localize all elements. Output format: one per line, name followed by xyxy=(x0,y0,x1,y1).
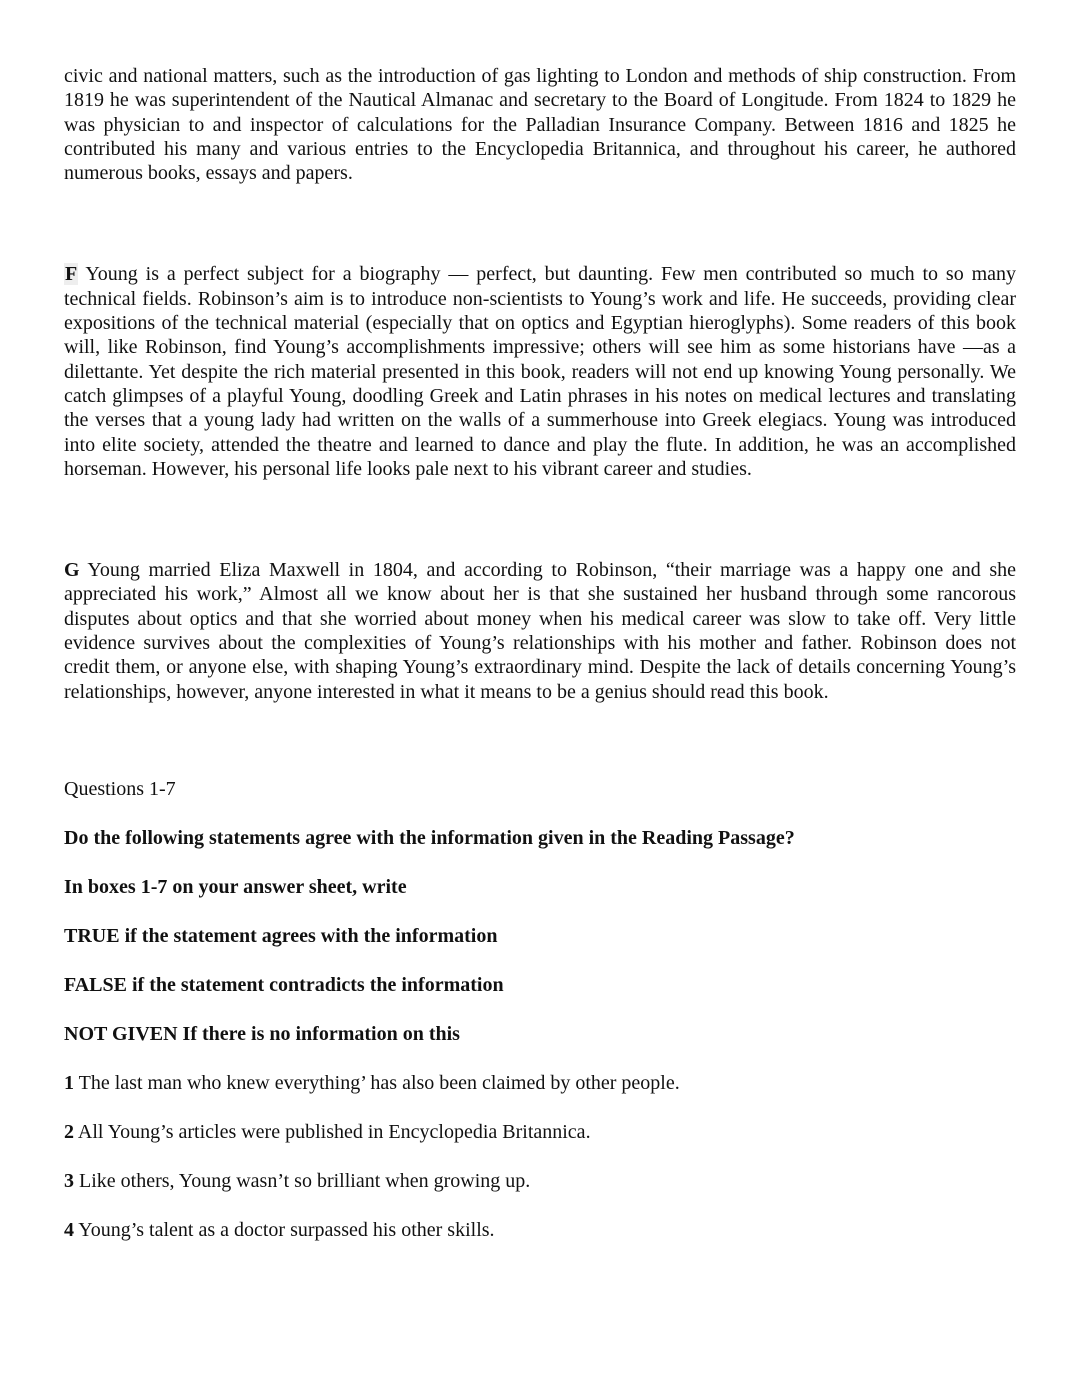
instruction-line: NOT GIVEN If there is no information on this xyxy=(64,1022,460,1045)
document-page xyxy=(64,64,1016,1242)
instruction-line: Do the following statements agree with the information given in the Reading Passage? xyxy=(64,826,795,849)
statement-number: 2 xyxy=(64,1120,74,1143)
paragraph-g xyxy=(64,558,1016,704)
statement-number: 4 xyxy=(64,1218,74,1241)
paragraph-f xyxy=(64,262,1016,481)
statement-3 xyxy=(64,1169,1016,1193)
paragraph-letter-g: G xyxy=(64,559,80,582)
instruction-line: In boxes 1-7 on your answer sheet, write xyxy=(64,875,407,898)
statement-text: The last man who knew everything’ has also been claimed by other people. xyxy=(74,1071,680,1094)
paragraph-text: Young married Eliza Maxwell in 1804, and according to Robinson, “their marriage was a happy one and she appreciated his work,” Almost all we know about her is that she sustained her husband through some rancorous disputes about optics and that she worried about money when his medical career was slow to take off. Very little evidence survives about the complexities of Young’s relationships with his mother and father. Robinson does not credit them, or anyone else, with shaping Young’s extraordinary mind. Despite the lack of details concerning Young’s relationships, however, anyone interested in what it means to be a genius should read this book. xyxy=(64,559,1016,703)
statement-text: Young’s talent as a doctor surpassed his other skills. xyxy=(74,1218,495,1241)
statement-text: Like others, Young wasn’t so brilliant when growing up. xyxy=(74,1169,531,1192)
statement-number: 3 xyxy=(64,1169,74,1192)
instruction-line: FALSE if the statement contradicts the information xyxy=(64,973,504,996)
paragraph-letter-f: F xyxy=(65,263,78,286)
statement-4 xyxy=(64,1218,1016,1242)
paragraph-text: Young is a perfect subject for a biography — perfect, but daunting. Few men contributed so much to so many technical fields. Robinson’s aim is to introduce non-scientists to Young’s work and life. He succeeds, providing clear expositions of the technical material (especially that on optics and Egyptian hieroglyphs). Some readers of this book will, like Robinson, find Young’s accomplishments impressive; others will see him as some historians have —as a dilettante. Yet despite the rich material presented in this book, readers will not end up knowing Young personally. We catch glimpses of a playful Young, doodling Greek and Latin phrases in his notes on medical lectures and translating the verses that a young lady had written on the walls of a summerhouse into Greek elegiacs. Young was introduced into elite society, attended the theatre and learned to dance and play the flute. In addition, he was an accomplished horseman. However, his personal life looks pale next to his vibrant career and studies. xyxy=(64,263,1016,480)
paragraph-text: civic and national matters, such as the introduction of gas lighting to London and methods of ship construction. From 1819 he was superintendent of the Nautical Almanac and secretary to the Board of Longitude. From 1824 to 1829 he was physician to and inspector of calculations for the Palladian Insurance Company. Between 1816 and 1825 he contributed his many and various entries to the Encyclopedia Britannica, and throughout his career, he authored numerous books, essays and papers. xyxy=(64,65,1016,185)
paragraph-e-continuation xyxy=(64,64,1016,185)
statement-2 xyxy=(64,1120,1016,1144)
instruction-line: TRUE if the statement agrees with the information xyxy=(64,924,498,947)
statement-text: All Young’s articles were published in Encyclopedia Britannica. xyxy=(74,1120,591,1143)
questions-heading: Questions 1-7 xyxy=(64,777,176,800)
statement-1 xyxy=(64,1071,1016,1095)
statement-number: 1 xyxy=(64,1071,74,1094)
